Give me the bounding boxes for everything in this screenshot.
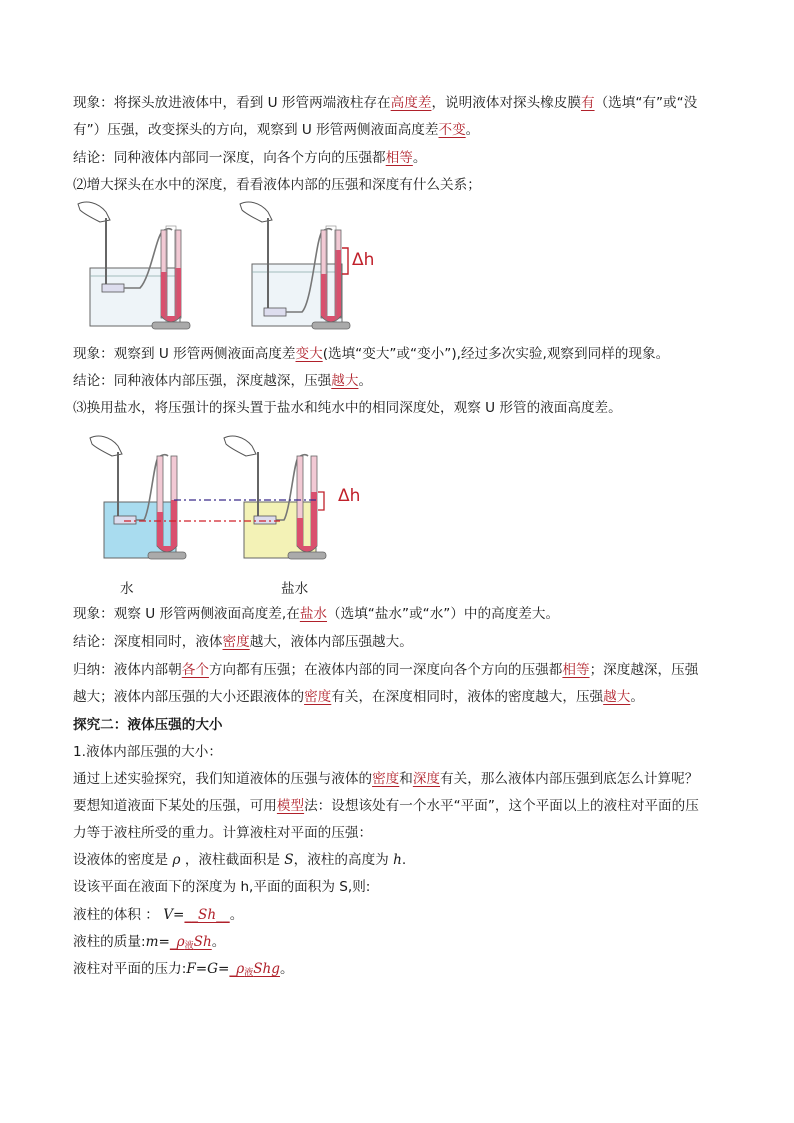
caption-salt-water: 盐水 xyxy=(281,581,309,597)
answer-density: 密度 xyxy=(222,634,250,650)
force-line: 液柱对平面的压力$:F=G=\_\rho_液Shg$。 xyxy=(73,961,294,978)
delta-h-label-1: Δh xyxy=(352,250,375,270)
phenomenon-1-line-1: 现象：将探头放进液体中，看到 U 形管两端液柱存在高度差，说明液体对探头橡皮膜有（选填“有”或“没 xyxy=(73,95,698,111)
answer-density-2: 密度 xyxy=(304,689,332,705)
depth-experiment-figure xyxy=(70,198,390,333)
answer-height-difference: 高度差 xyxy=(390,95,432,111)
text-line-3: 力等于液柱所受的重力。计算液柱对平面的压强： xyxy=(73,825,373,841)
answer-has: 有 xyxy=(580,95,595,111)
caption-water: 水 xyxy=(120,581,134,597)
step-2-heading: ⑵增大探头在水中的深度，看看液体内部的压强和深度有什么关系； xyxy=(73,177,481,193)
answer-equal: 相等 xyxy=(385,150,413,166)
text-line-1: 通过上述实验探究，我们知道液体的压强与液体的密度和深度有关，那么液体内部压强到底怎么计算呢？ xyxy=(73,771,699,787)
delta-h-label-2: Δh xyxy=(338,486,361,506)
text-line-5: 设该平面在液面下的深度为 h,平面的面积为 S,则: xyxy=(73,879,371,895)
answer-all-directions: 各个 xyxy=(181,662,209,678)
answer-depth: 深度 xyxy=(412,771,441,787)
answer-volume: __Sh__ xyxy=(184,907,230,923)
answer-model: 模型 xyxy=(276,798,305,814)
summary-line-1: 归纳：液体内部朝各个方向都有压强；在液体内部的同一深度向各个方向的压强都相等；深度越深，压强 xyxy=(73,662,699,678)
answer-larger: 越大 xyxy=(331,373,359,389)
text-line-4: 设液体的密度是 ρ ，液柱截面积是 S，液柱的高度为 h. xyxy=(73,852,407,868)
step-3-heading: ⑶换用盐水，将压强计的探头置于盐水和纯水中的相同深度处，观察 U 形管的液面高度差。 xyxy=(73,400,622,416)
conclusion-1: 结论：同种液体内部同一深度，向各个方向的压强都相等。 xyxy=(73,150,427,166)
answer-mass: $\_\rho_液Sh$ xyxy=(169,934,212,951)
summary-line-2: 越大；液体内部压强的大小还跟液体的密度有关，在深度相同时，液体的密度越大，压强越大。 xyxy=(73,689,644,705)
phenomenon-3: 现象：观察 U 形管两侧液面高度差,在盐水（选填“盐水”或“水”）中的高度差大。 xyxy=(73,606,560,622)
section-2-heading: 探究二：液体压强的大小 xyxy=(73,717,223,733)
answer-density-3: 密度 xyxy=(372,771,400,787)
answer-bigger: 变大 xyxy=(295,346,323,362)
answer-salt-water: 盐水 xyxy=(299,606,328,622)
item-1-heading: 1.液体内部压强的大小： xyxy=(73,744,222,760)
answer-equal-2: 相等 xyxy=(562,662,590,678)
mass-line: 液柱的质量$:m=\_\rho_液Sh$。 xyxy=(73,934,226,951)
conclusion-2: 结论：同种液体内部压强，深度越深，压强越大。 xyxy=(73,373,373,389)
phenomenon-2: 现象：观察到 U 形管两侧液面高度差变大(选填“变大”或“变小”),经过多次实验,观察到同样的现象。 xyxy=(73,346,670,362)
answer-unchanged: 不变 xyxy=(438,122,466,138)
volume-line: 液柱的体积 ： V=__Sh__。 xyxy=(73,907,244,923)
answer-larger-2: 越大 xyxy=(603,689,631,705)
phenomenon-1-line-2: 有”）压强，改变探头的方向，观察到 U 形管两侧液面高度差不变。 xyxy=(73,122,480,138)
answer-force: $\_\rho_液Shg$ xyxy=(229,961,281,978)
text-line-2: 要想知道液面下某处的压强，可用模型法：设想该处有一个水平“平面”，这个平面以上的液柱对平面的压 xyxy=(73,798,699,814)
conclusion-3: 结论：深度相同时，液体密度越大，液体内部压强越大。 xyxy=(73,634,413,650)
salt-water-experiment-figure xyxy=(84,430,344,570)
